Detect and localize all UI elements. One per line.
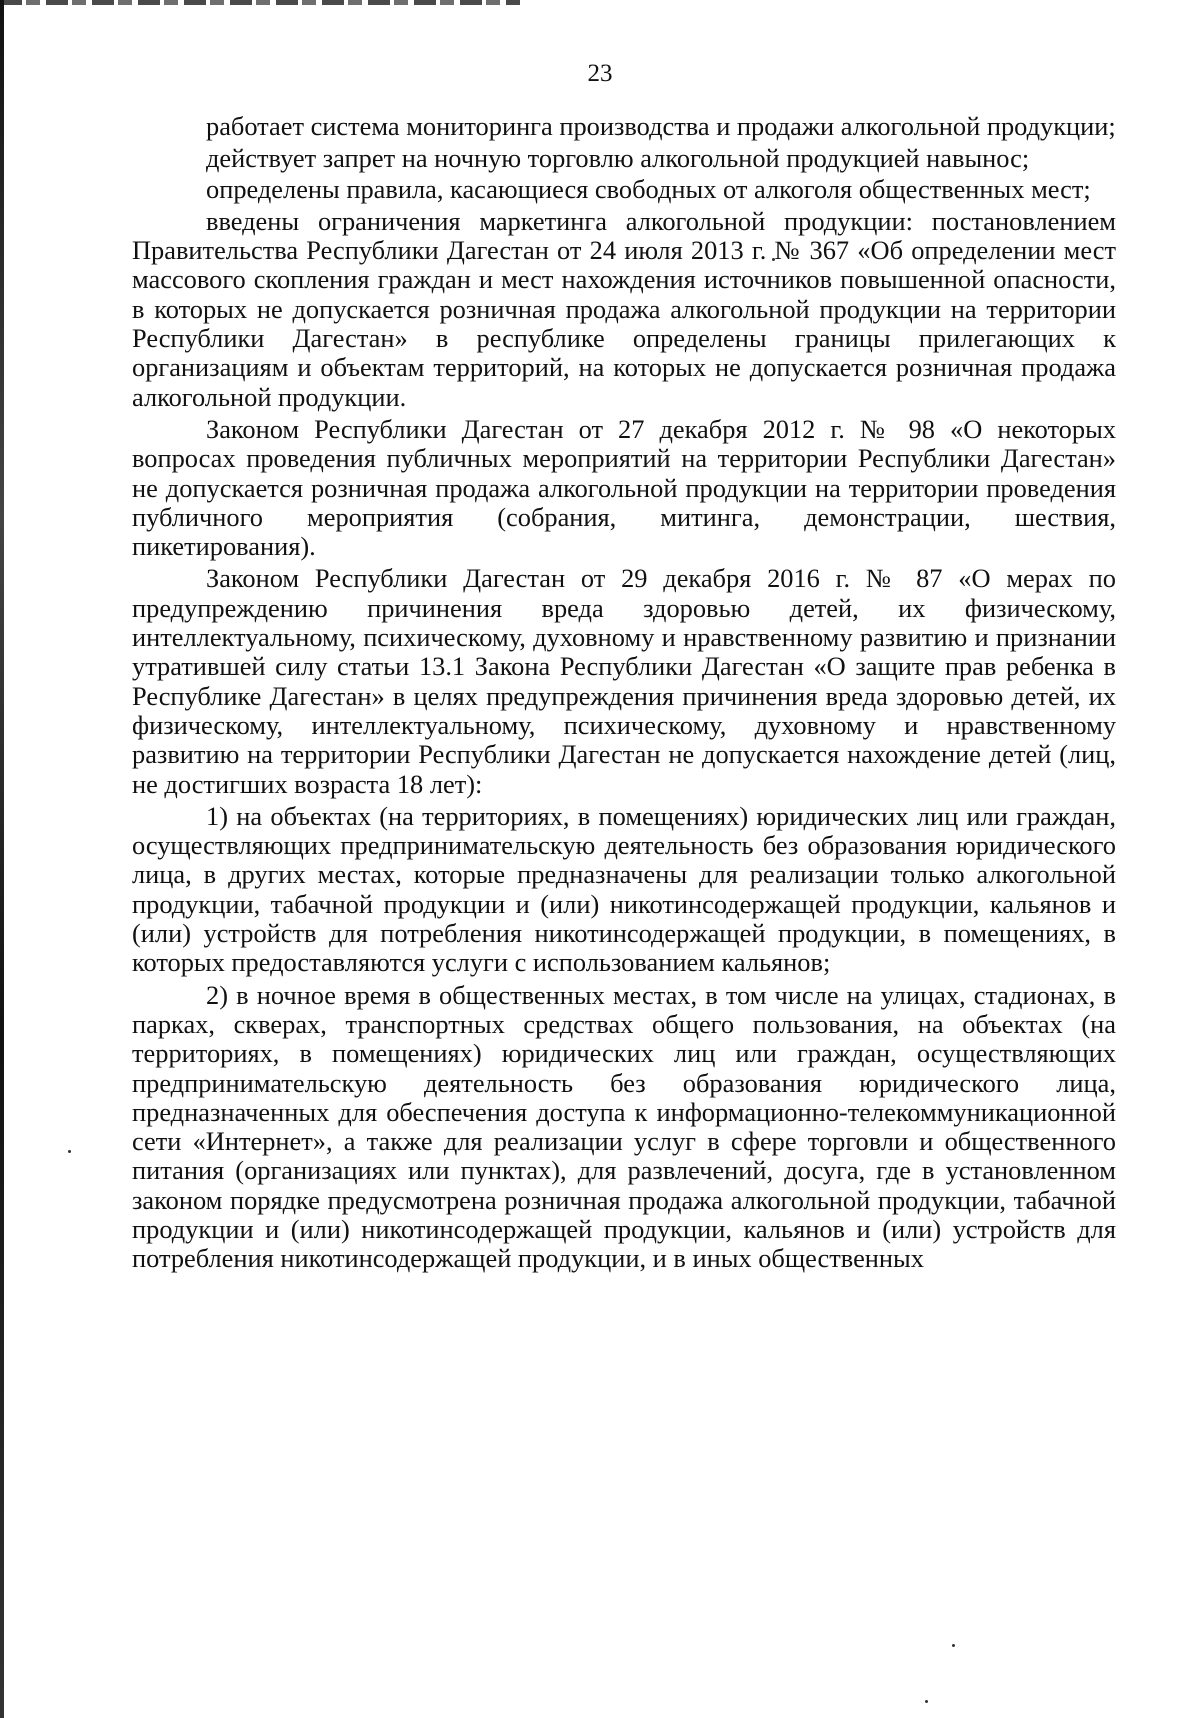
paragraph-night-sales-ban: действует запрет на ночную торговлю алкогольной продукцией навынос; xyxy=(206,143,1030,174)
paragraph-monitoring-system: работает система мониторинга производства и продажи алкогольной продукции; xyxy=(206,111,1116,141)
paragraph-alcohol-free-places: определены правила, касающиеся свободных от алкоголя общественных мест; xyxy=(206,173,1091,204)
document-body xyxy=(132,112,1116,1277)
page-number: 23 xyxy=(587,60,613,87)
paragraph-marketing-restrictions: введены ограничения маркетинга алкогольной продукции: постановлением Правительства Республики Дагестан от 24 июля 2013 г. № 367 «Об определении мест массового скопления граждан и мест нахождения источников повышенной опасности, в которых не допускается розничная продажа алкогольной продукции на территории Республики Дагестан» в республике определены границы прилегающих к организациям и объектам территорий, на которых не допускается розничная продажа алкогольной продукции. xyxy=(132,205,1116,412)
scan-edge-artifact-top xyxy=(0,0,520,5)
paragraph-item-2: 2) в ночное время в общественных местах, в том числе на улицах, стадионах, в парках, скверах, транспортных средствах общего пользования, на объектах (на территориях, в помещениях) юридических лиц или граждан, осуществляющих предпринимательскую деятельность без образования юридического лица, предназначенных для обеспечения доступа к информационно-телекоммуникационной сети «Интернет», а также для реализации услуг в сфере торговли и общественного питания (организациях или пунктах), для развлечений, досуга, где в установленном законом порядке предусмотрена розничная продажа алкогольной продукции, табачной продукции и (или) никотинсодержащей продукции, кальянов и (или) устройств для потребления никотинсодержащей продукции, и в иных общественных xyxy=(132,979,1116,1274)
scan-speck xyxy=(925,1700,928,1703)
paragraph-child-protection-law: Законом Республики Дагестан от 29 декабря 2016 г. № 87 «О мерах по предупреждению причинения вреда здоровью детей, их физическому, интеллектуальному, психическому, духовному и нравственному развитию и признании утратившей силу статьи 13.1 Закона Республики Дагестан «О защите прав ребенка в Республике Дагестан» в целях предупреждения причинения вреда здоровью детей, их физическому, интеллектуальному, психическому, духовному и нравственному развитию на территории Республики Дагестан не допускается нахождение детей (лиц, не достигших возраста 18 лет): xyxy=(132,563,1116,799)
scan-speck xyxy=(952,1644,955,1647)
paragraph-item-1: 1) на объектах (на территориях, в помещениях) юридических лиц или граждан, осуществляющих предпринимательскую деятельность без образования юридического лица, в других местах, которые предназначены для реализации только алкогольной продукции, табачной продукции и (или) никотинсодержащей продукции, кальянов и (или) устройств для потребления никотинсодержащей продукции, в помещениях, в которых предоставляются услуги с использованием кальянов; xyxy=(132,800,1116,978)
paragraph-public-events-law: Законом Республики Дагестан от 27 декабря 2012 г. № 98 «О некоторых вопросах проведения публичных мероприятий на территории Республики Дагестан» не допускается розничная продажа алкогольной продукции на территории проведения публичного мероприятия (собрания, митинга, демонстрации, шествия, пикетирования). xyxy=(132,413,1116,562)
scan-edge-artifact-left xyxy=(0,0,4,1718)
scan-speck xyxy=(68,1150,71,1153)
